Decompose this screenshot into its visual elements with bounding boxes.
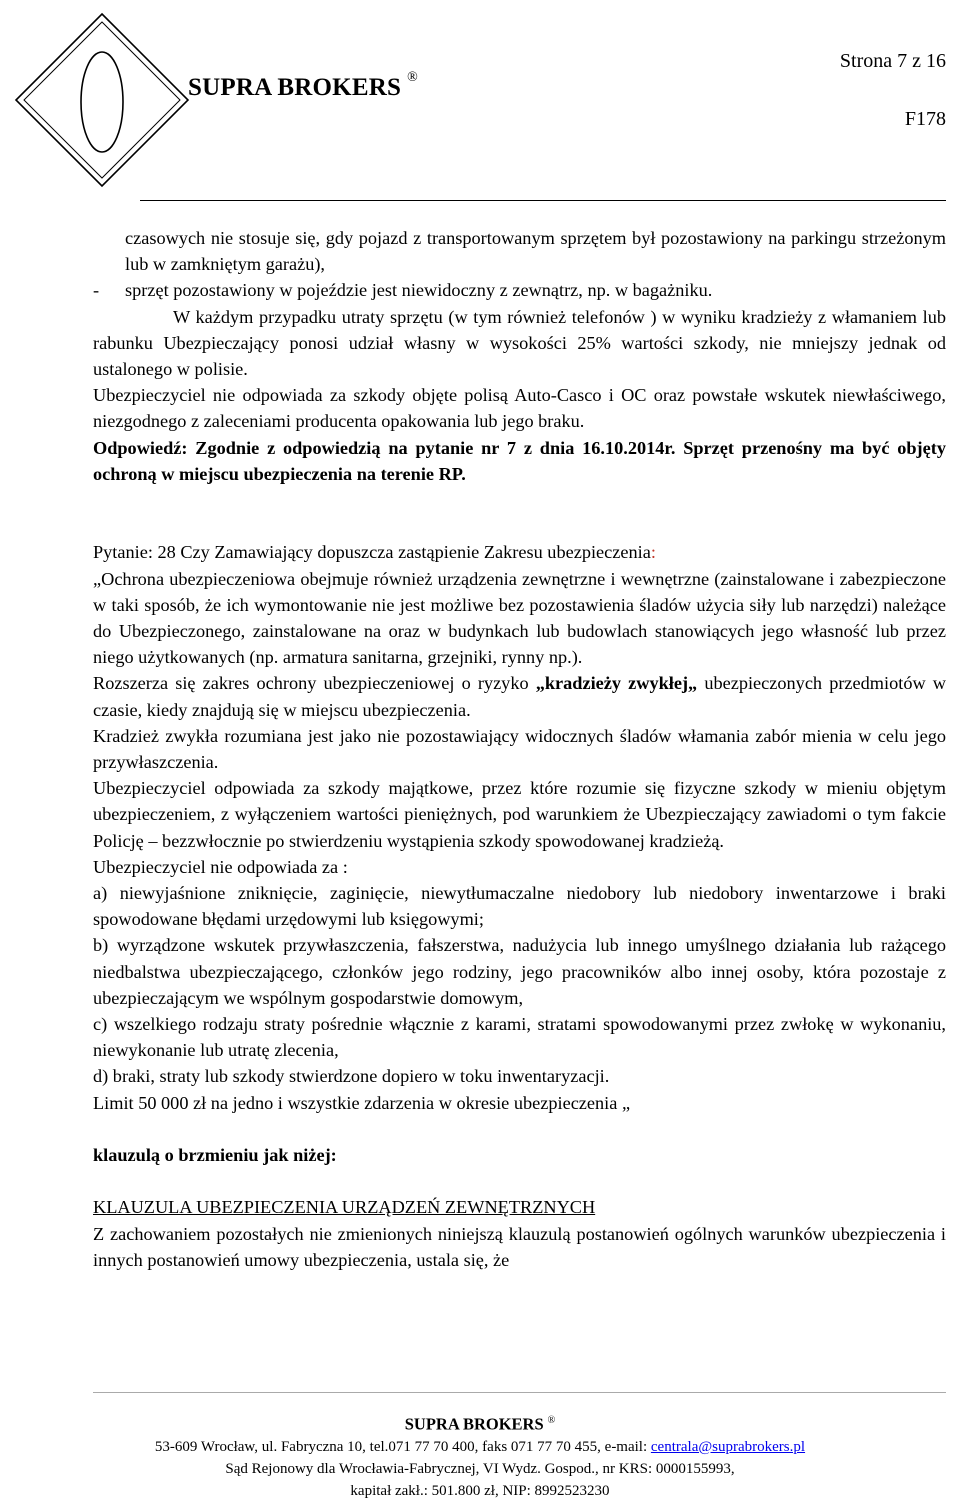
header-divider <box>140 200 946 201</box>
paragraph: sprzęt pozostawiony w pojeździe jest niewidoczny z zewnątrz, np. w bagażniku. <box>125 280 713 301</box>
footer-divider <box>93 1392 946 1393</box>
bold-phrase: „kradzieży zwykłej„ <box>535 673 698 694</box>
list-item: d) braki, straty lub szkody stwierdzone dopiero w toku inwentaryzacji. <box>93 1066 610 1087</box>
dash-item <box>93 277 946 303</box>
footer-capital: kapitał zakł.: 501.800 zł, NIP: 8992523230 <box>350 1482 610 1499</box>
page-footer <box>0 1410 960 1502</box>
list-item: b) wyrządzone wskutek przywłaszczenia, fałszerstwa, nadużycia lub innego umyślnego działania lub rażącego niedbalstwa ubezpieczającego, członków jego rodziny, jego pracowników albo innej osoby, która pozostaje z ubezpieczającym we wspólnym gospodarstwie domowym, <box>93 935 946 1008</box>
brand-name: SUPRA BROKERS ® <box>188 70 418 101</box>
document-code: F178 <box>904 108 946 130</box>
email-link[interactable]: centrala@suprabrokers.pl <box>650 1438 806 1455</box>
paragraph: Z zachowaniem pozostałych nie zmienionych niniejszą klauzulą postanowień ogólnych warunków ubezpieczenia i innych postanowień umowy ubezpieczenia, ustala się, że <box>93 1223 946 1270</box>
question-heading: Pytanie: 28 Czy Zamawiający dopuszcza zastąpienie Zakresu ubezpieczenia: <box>93 542 656 563</box>
page-number: Strona 7 z 16 <box>839 50 946 72</box>
paragraph: Ubezpieczyciel nie odpowiada za szkody objęte polisą Auto-Casco i OC oraz powstałe wskutek niewłaściwego, niezgodnego z zaleceniami producenta opakowania lub jego braku. <box>93 385 946 432</box>
paragraph: Kradzież zwykła rozumiana jest jako nie pozostawiający widocznych śladów włamania zabór mienia w celu jego przywłaszczenia. <box>93 725 946 773</box>
footer-court: Sąd Rejonowy dla Wrocławia-Fabrycznej, VI Wydz. Gospod., nr KRS: 0000155993, <box>225 1460 735 1477</box>
paragraph: „Ochrona ubezpieczeniowa obejmuje również urządzenia zewnętrzne i wewnętrzne (zainstalowane i zabezpieczone w taki sposób, że ich wymontowanie nie jest możliwe bez pozostawienia śladów użycia siły lub narzędzi) należące do Ubezpieczonego, zainstalowane na oraz w budynkach lub budowlach stanowiących jego własność lub przez niego użytkowanych (np. armatura sanitarna, grzejniki, rynny np.). <box>93 568 946 668</box>
company-logo <box>12 10 192 190</box>
paragraph: czasowych nie stosuje się, gdy pojazd z transportowanym sprzętem był pozostawiony na parkingu strzeżonym lub w zamkniętym garażu), <box>125 228 946 275</box>
registered-mark: ® <box>407 70 418 85</box>
paragraph: Ubezpieczyciel nie odpowiada za : <box>93 856 348 877</box>
list-item: c) wszelkiego rodzaju straty pośrednie włącznie z karami, stratami spowodowanymi przez zwłokę w wykonaniu, niewykonanie lub utratę zlecenia, <box>93 1014 946 1061</box>
document-body <box>93 225 946 1273</box>
footer-address: 53-609 Wrocław, ul. Fabryczna 10, tel.071 77 70 400, faks 071 77 70 455, e-mail: centrala@suprabrokers.pl <box>154 1438 806 1455</box>
paragraph: W każdym przypadku utraty sprzętu (w tym również telefonów ) w wyniku kradzieży z włamaniem lub rabunku Ubezpieczający ponosi udział własny w wysokości 25% wartości szkody, nie mniejszy jednak od ustalonego w polisie. <box>93 306 946 380</box>
footer-brand: SUPRA BROKERS ® <box>404 1414 556 1434</box>
dash-marker: - <box>93 280 100 301</box>
clause-title: KLAUZULA UBEZPIECZENIA URZĄDZEŃ ZEWNĘTRZNYCH <box>93 1197 596 1218</box>
answer-paragraph: Odpowiedź: Zgodnie z odpowiedzią na pytanie nr 7 z dnia 16.10.2014r. Sprzęt przenośny ma być objęty ochroną w miejscu ubezpieczenia na terenie RP. <box>93 437 946 484</box>
clause-intro: klauzulą o brzmieniu jak niżej: <box>93 1145 337 1166</box>
paragraph: Ubezpieczyciel odpowiada za szkody majątkowe, przez które rozumie się fizyczne szkody w mieniu objętym ubezpieczeniem, z wyłączeniem wartości pieniężnych, pod warunkiem że Ubezpieczający zawiadomi o tym fakcie Policję – bezzwłocznie po stwierdzeniu wystąpienia szkody spowodowanej kradzieżą. <box>93 778 946 851</box>
list-item: a) niewyjaśnione zniknięcie, zaginięcie, niewytłumaczalne niedobory lub niedobory inwentarzowe i braki spowodowane błędami urzędowymi lub księgowymi; <box>93 883 946 930</box>
paragraph: Rozszerza się zakres ochrony ubezpieczeniowej o ryzyko „kradzieży zwykłej„ ubezpieczonych przedmiotów w czasie, kiedy znajdują się w miejscu ubezpieczenia. <box>93 673 946 720</box>
paragraph: Limit 50 000 zł na jedno i wszystkie zdarzenia w okresie ubezpieczenia „ <box>93 1092 631 1113</box>
